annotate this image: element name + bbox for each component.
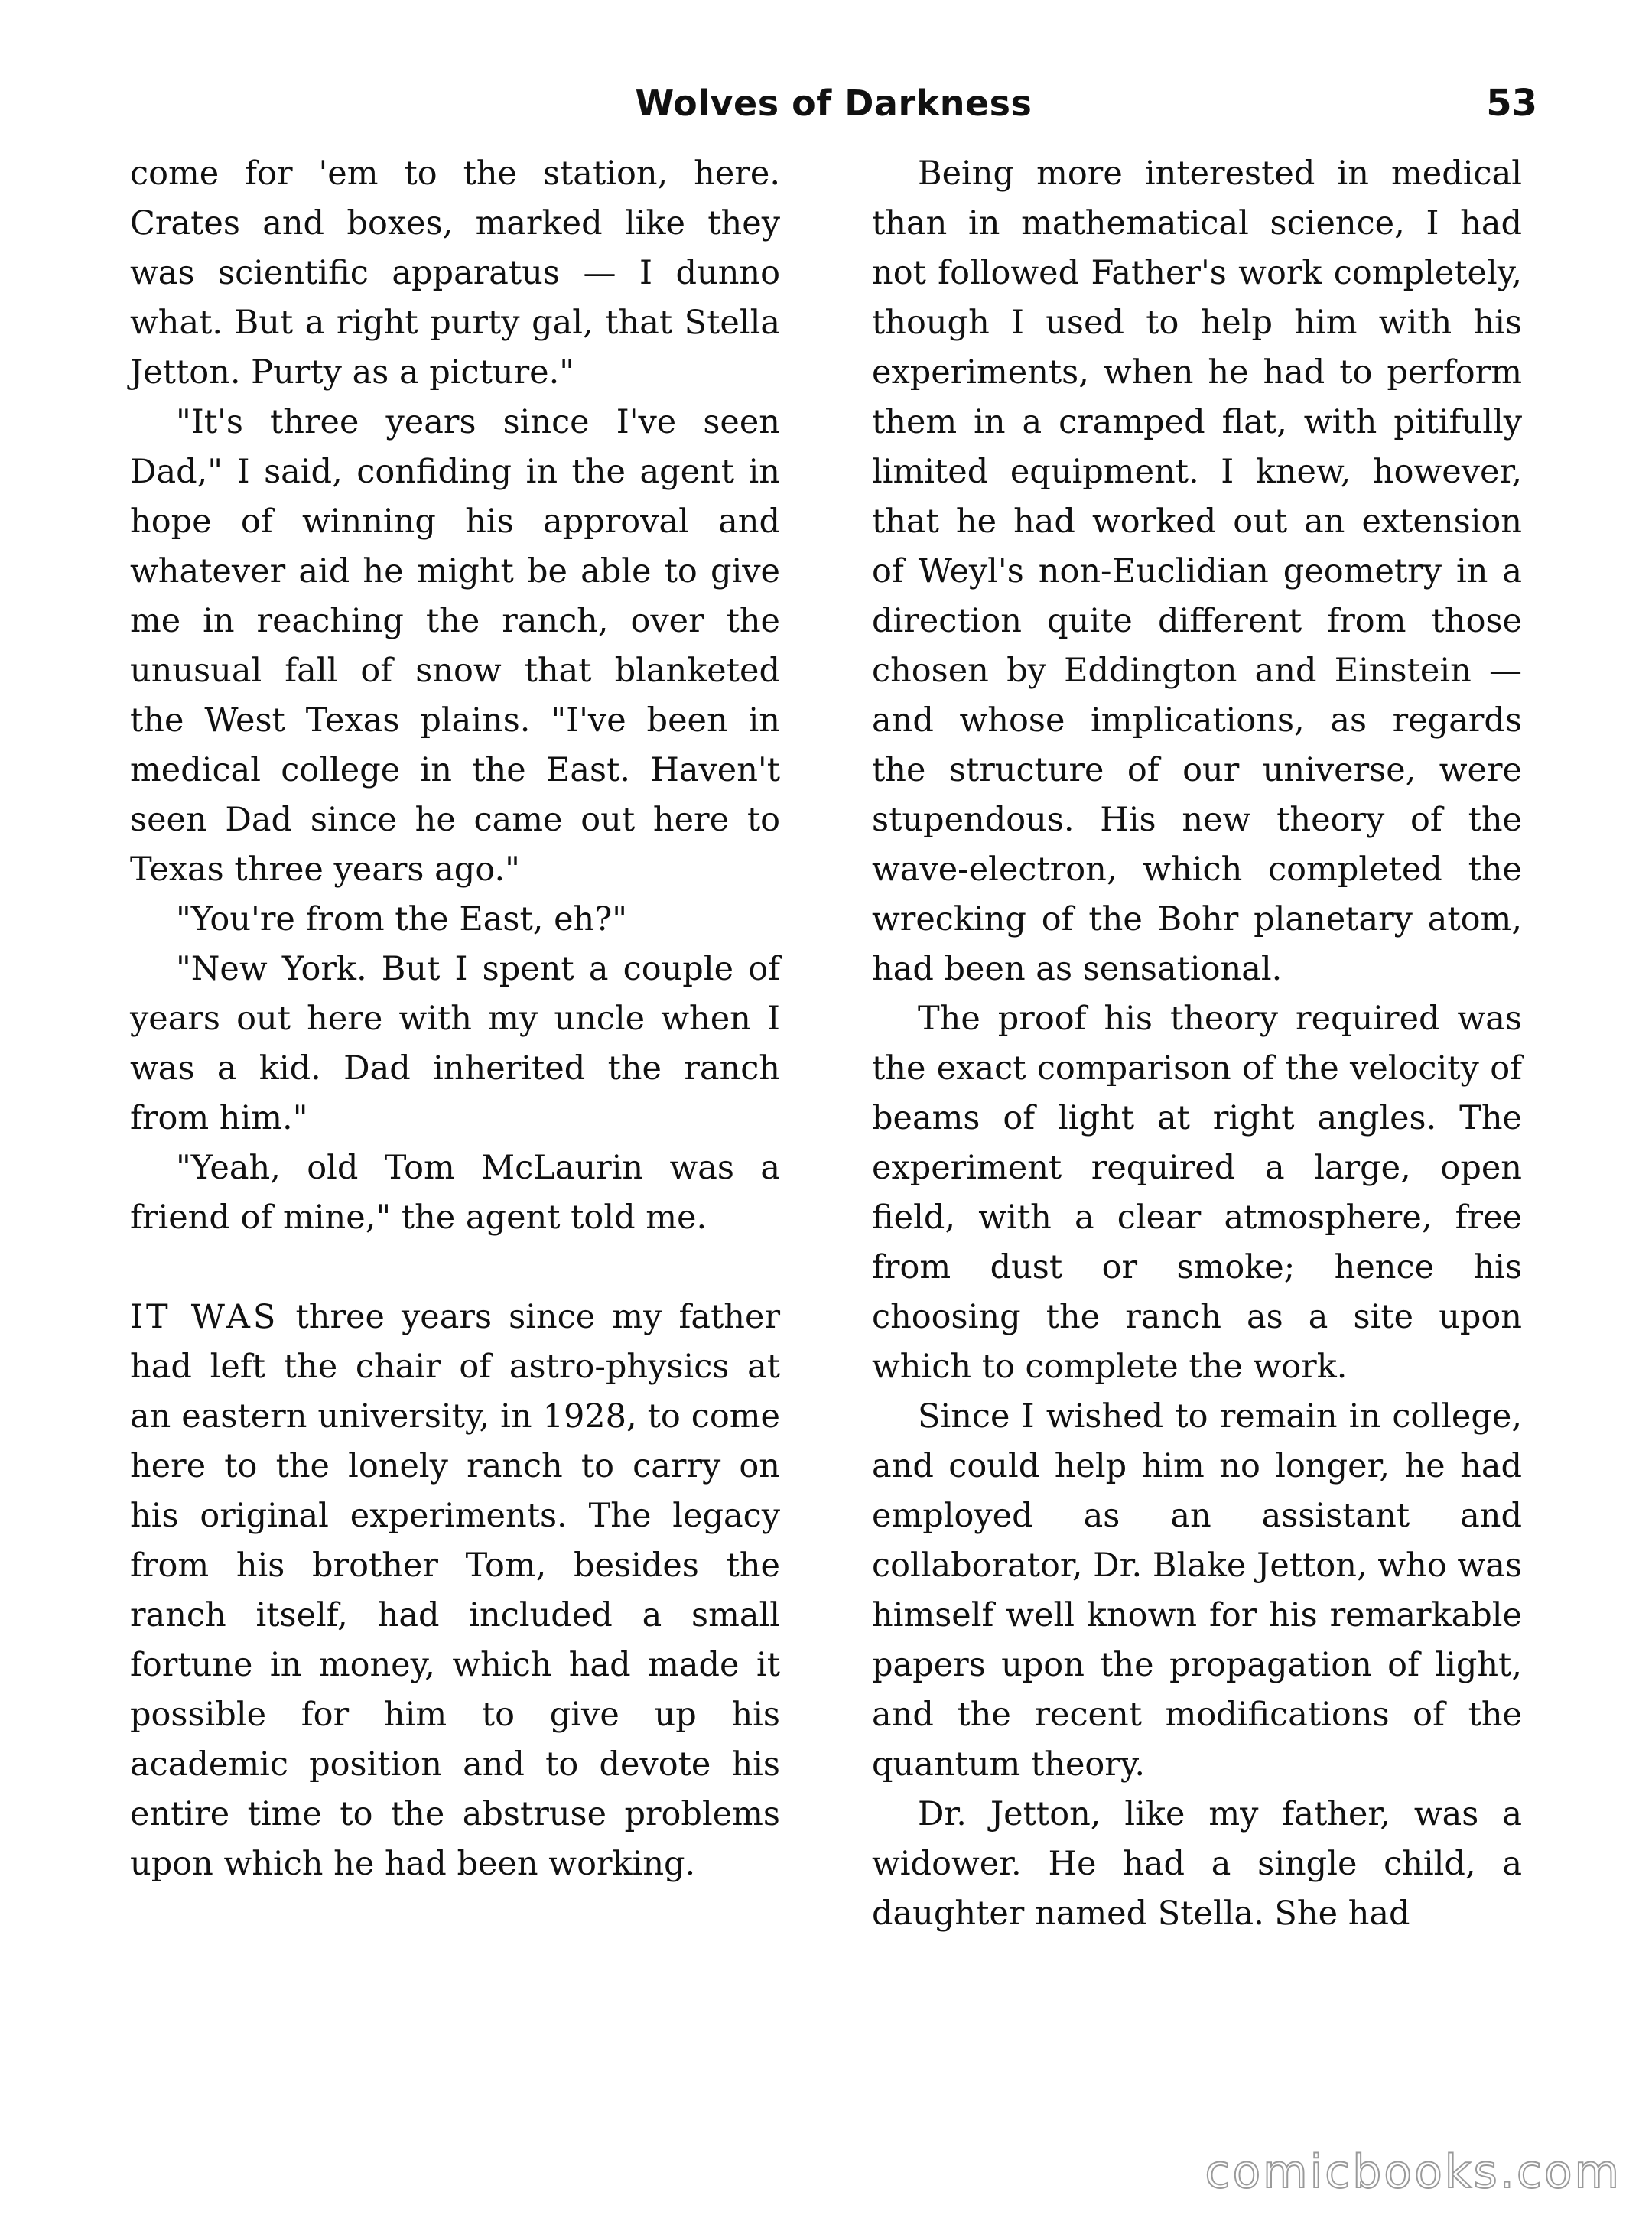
left-column: [130, 149, 780, 1889]
right-column: [872, 149, 1522, 1939]
paragraph: "You're from the East, eh?": [176, 900, 628, 938]
paragraph: Being more interested in medical than in mathematical science, I had not followed Father's work completely, though I used to help him with his experiments, when he had to perform them in a cramped flat, with pitifully limited equipment. I knew, however, that he had worked out an extension of Weyl's non-Euclidian geometry in a direction quite different from those chosen by Eddington and Einstein — and whose implications, as regards the structure of our universe, were stupendous. His new theory of the wave-electron, which completed the wrecking of the Bohr planetary atom, had been as sensational.: [872, 154, 1522, 988]
section-paragraph: [130, 1293, 780, 1889]
running-head: [130, 76, 1537, 145]
paragraph-text: three years since my father had left the chair of astro-physics at an eastern university, in 1928, to come here to the lonely ranch to carry on his original experiments. The legacy from his brother Tom, besides the ranch itself, had included a small fortune in money, which had made it possible for him to give up his academic position and to devote his entire time to the abstruse problems upon which he had been working.: [130, 1298, 780, 1883]
paragraph: come for 'em to the station, here. Crates and boxes, marked like they was scientific apparatus — I dunno what. But a right purty gal, that Stella Jetton. Purty as a picture.": [130, 154, 780, 392]
paragraph: "New York. But I spent a couple of years out here with my uncle when I was a kid. Dad inherited the ranch from him.": [130, 950, 780, 1137]
page-number: 53: [1486, 82, 1537, 125]
section-lead-in: IT WAS: [130, 1298, 279, 1336]
paragraph: The proof his theory required was the exact comparison of the velocity of beams of light at right angles. The experiment required a large, open field, with a clear atmosphere, free from dust or smoke; hence his choosing the ranch as a site upon which to complete the work.: [872, 1000, 1522, 1386]
paragraph: "Yeah, old Tom McLaurin was a friend of mine," the agent told me.: [130, 1149, 780, 1237]
book-title: Wolves of Darkness: [635, 83, 1032, 124]
paragraph: Dr. Jetton, like my father, was a widower. He had a single child, a daughter named Stella. She had: [872, 1795, 1522, 1933]
watermark: comicbooks.com: [1205, 2145, 1621, 2199]
paragraph: Since I wished to remain in college, and could help him no longer, he had employed as an assistant and collaborator, Dr. Blake Jetton, who was himself well known for his remarkable papers upon the propagation of light, and the recent modifications of the quantum theory.: [872, 1397, 1522, 1784]
paragraph: "It's three years since I've seen Dad," I said, confiding in the agent in hope of winning his approval and whatever aid he might be able to give me in reaching the ranch, over the unusual fall of snow that blanketed the West Texas plains. "I've been in medical college in the East. Haven't seen Dad since he came out here to Texas three years ago.": [130, 403, 780, 889]
